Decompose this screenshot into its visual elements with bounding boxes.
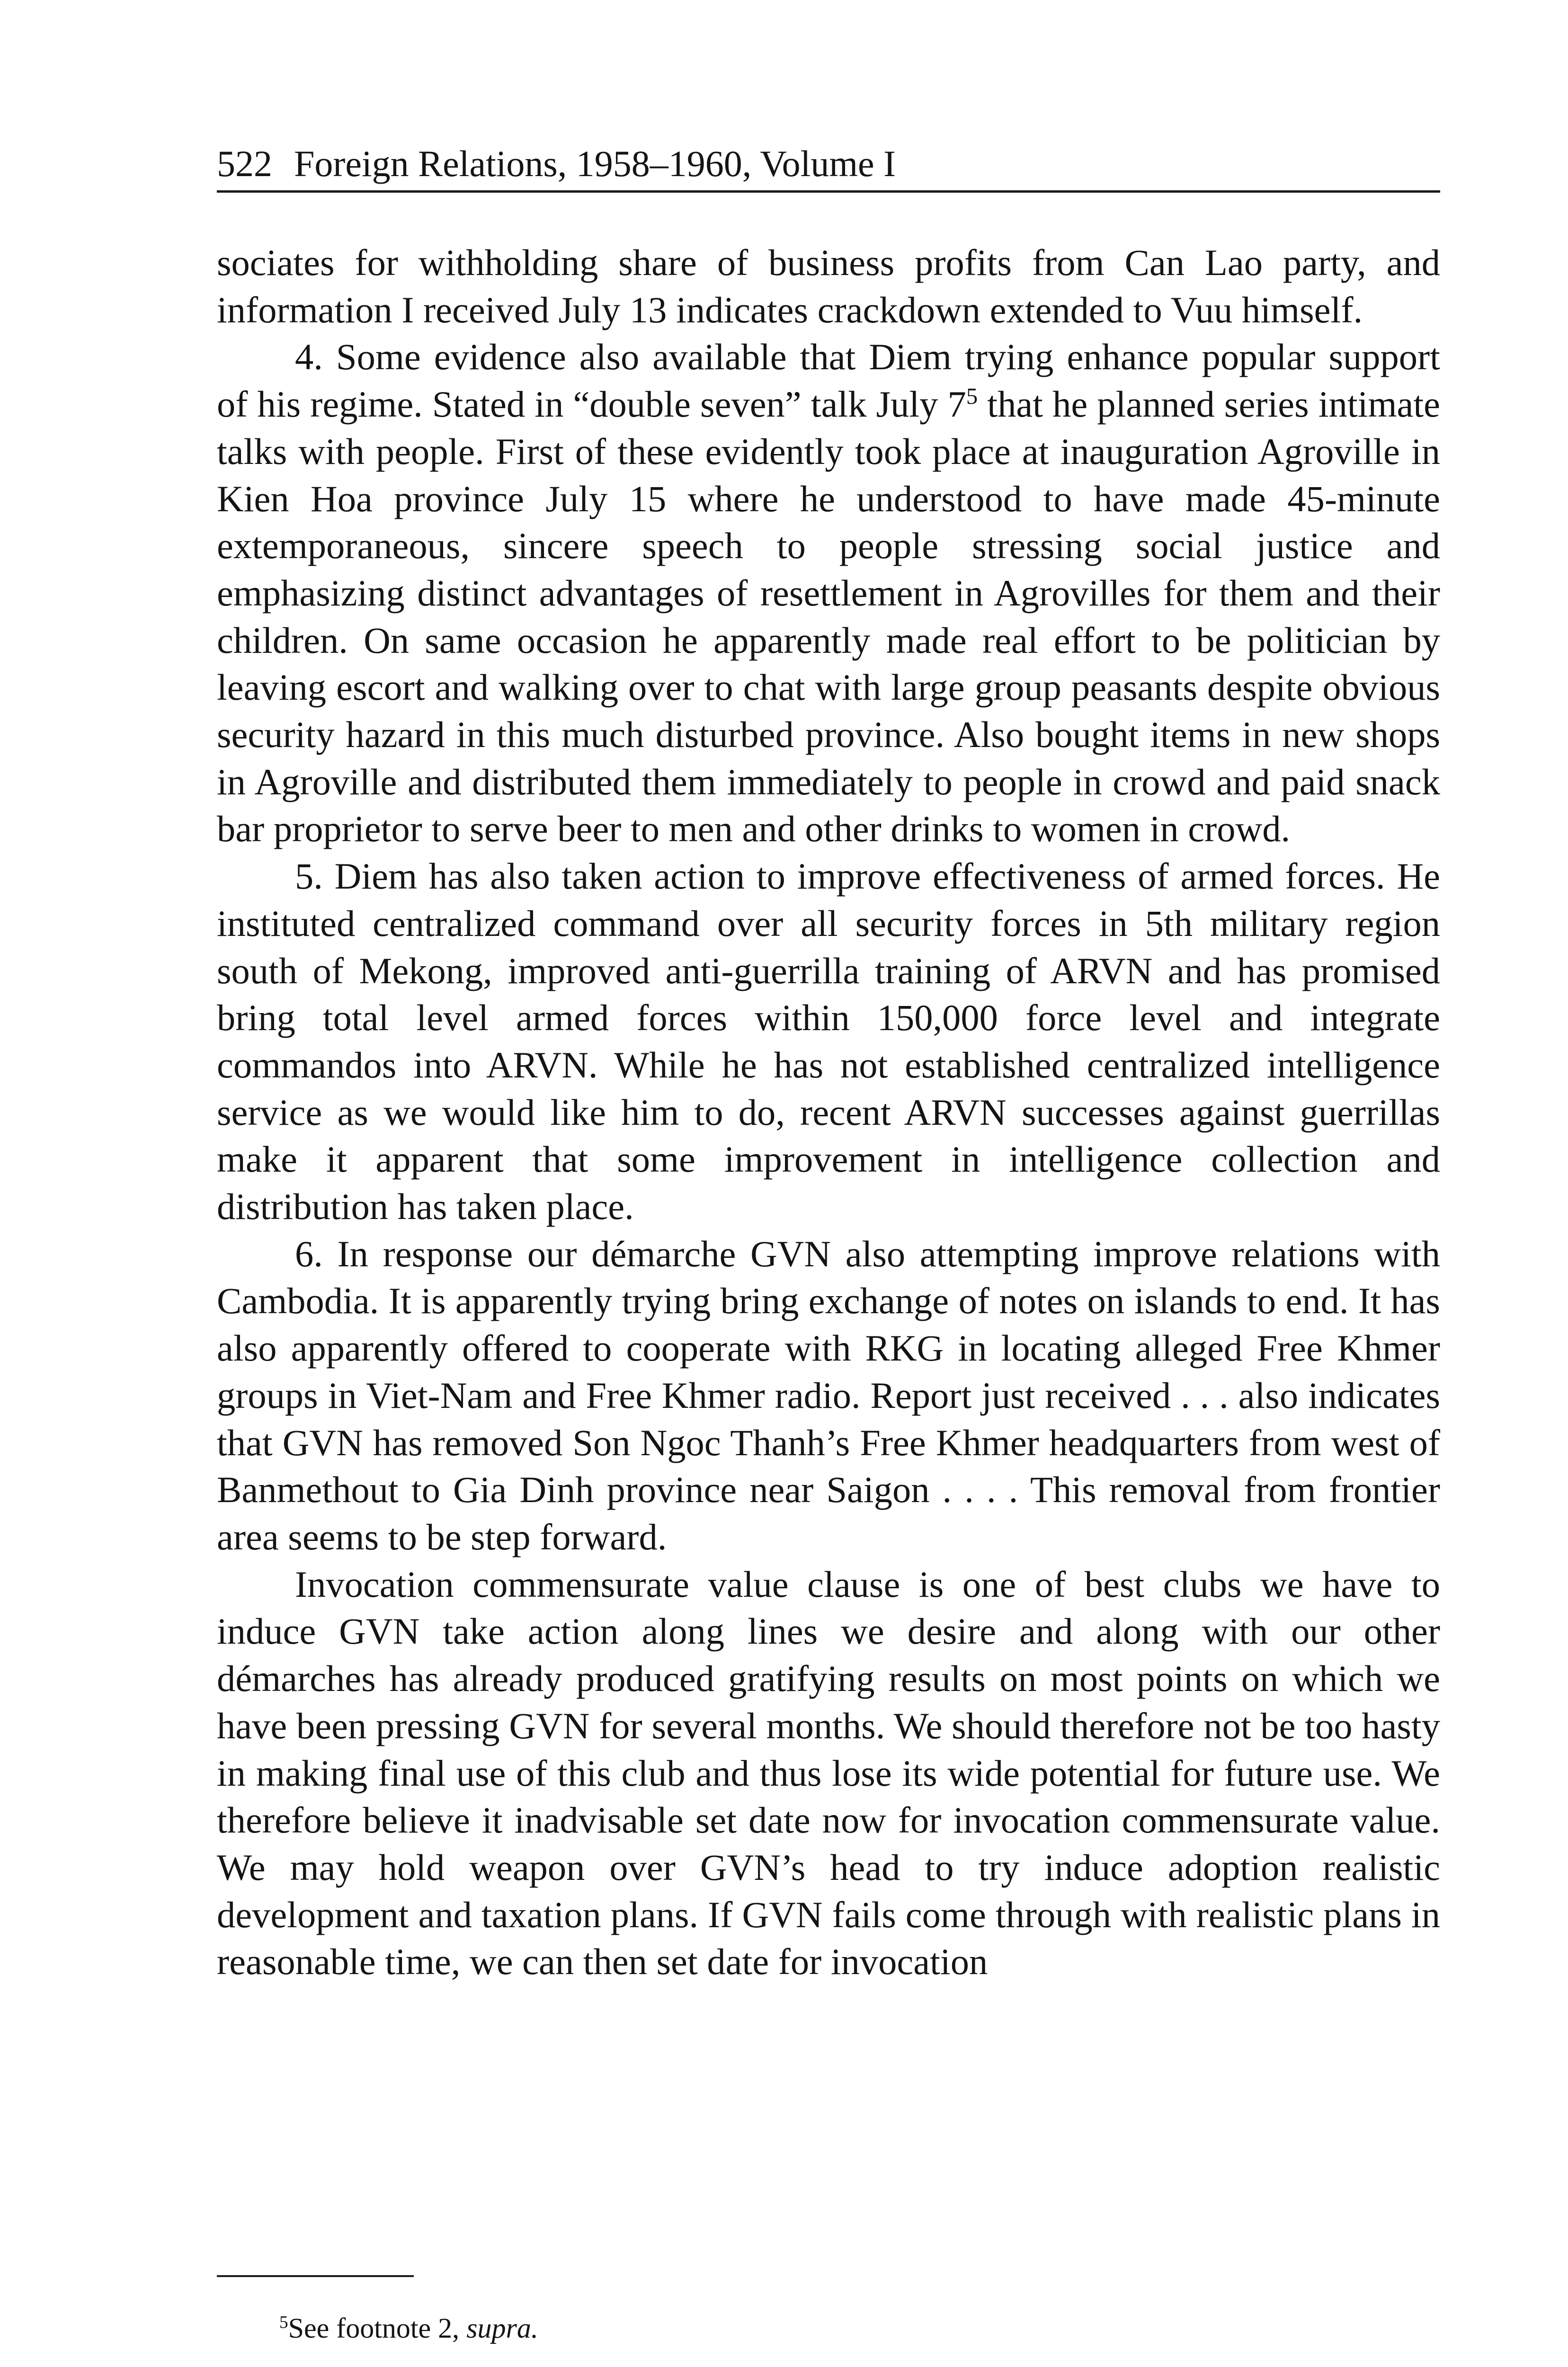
footnote-text: See footnote 2,: [288, 2313, 467, 2344]
paragraph-5: 5. Diem has also taken action to improve effectiveness of armed forces. He instituted centralized command over all security forces in 5th military region south of Mekong, improved anti-guerrilla training of ARVN and has promised bring total level armed forces within 150,000 force level and integrate commandos into ARVN. While he has not established centralized intelligence service as we would like him to do, recent ARVN successes against guerrillas make it apparent that some improvement in intelligence collection and distribution has taken place.: [217, 855, 1440, 1228]
paragraph-4: [217, 333, 1440, 853]
footnote-5: [279, 2309, 538, 2347]
paragraph-invocation: Invocation commensurate value clause is one of best clubs we have to induce GVN take action along lines we desire and along with our other démarches has already produced gratifying results on most points on which we have been pressing GVN for several months. We should therefore not be too hasty in making final use of this club and thus lose its wide potential for future use. We therefore believe it inadvisable set date now for invocation commensurate value. We may hold weapon over GVN’s head to try induce adoption realistic development and taxation plans. If GVN fails come through with realistic plans in reasonable time, we can then set date for invocation: [217, 1563, 1440, 1983]
page-number: 522: [217, 143, 272, 184]
running-header: [217, 137, 1440, 193]
paragraph-4-text-end: that he planned series intimate talks with people. First of these evidently took place at inauguration Agroville in Kien Hoa province July 15 where he understood to have made 45-minute extemporaneous, sincere speech to people stressing social justice and emphasizing distinct advantages of resettlement in Agrovilles for them and their children. On same occasion he apparently made real effort to be politician by leaving escort and walking over to chat with large group peasants despite obvious security hazard in this much disturbed province. Also bought items in new shops in Agroville and distributed them immediately to people in crowd and paid snack bar proprietor to serve beer to men and other drinks to women in crowd.: [217, 383, 1441, 850]
running-title: Foreign Relations, 1958–1960, Volume I: [294, 143, 896, 184]
body-text: [217, 239, 1440, 1985]
paragraph-continued: sociates for withholding share of business profits from Can Lao party, and information I received July 13 indicates crackdown extended to Vuu himself.: [217, 242, 1440, 330]
footnote-italic: supra.: [466, 2313, 538, 2344]
footnote-ref-5: 5: [966, 383, 978, 409]
footnote-divider: [217, 2275, 414, 2277]
paragraph-4-text-start: 4. Some evidence also available that Diem trying enhance popular support of his regime. Stated in “double seven” talk July 7: [217, 336, 1440, 425]
footnote-marker: 5: [279, 2313, 288, 2332]
paragraph-6: 6. In response our démarche GVN also attempting improve relations with Cambodia. It is apparently trying bring exchange of notes on islands to end. It has also apparently offered to cooperate with RKG in locating alleged Free Khmer groups in Viet-Nam and Free Khmer radio. Report just received . . . also indicates that GVN has removed Son Ngoc Thanh’s Free Khmer headquarters from west of Banmethout to Gia Dinh province near Saigon . . . . This removal from frontier area seems to be step forward.: [217, 1233, 1440, 1557]
